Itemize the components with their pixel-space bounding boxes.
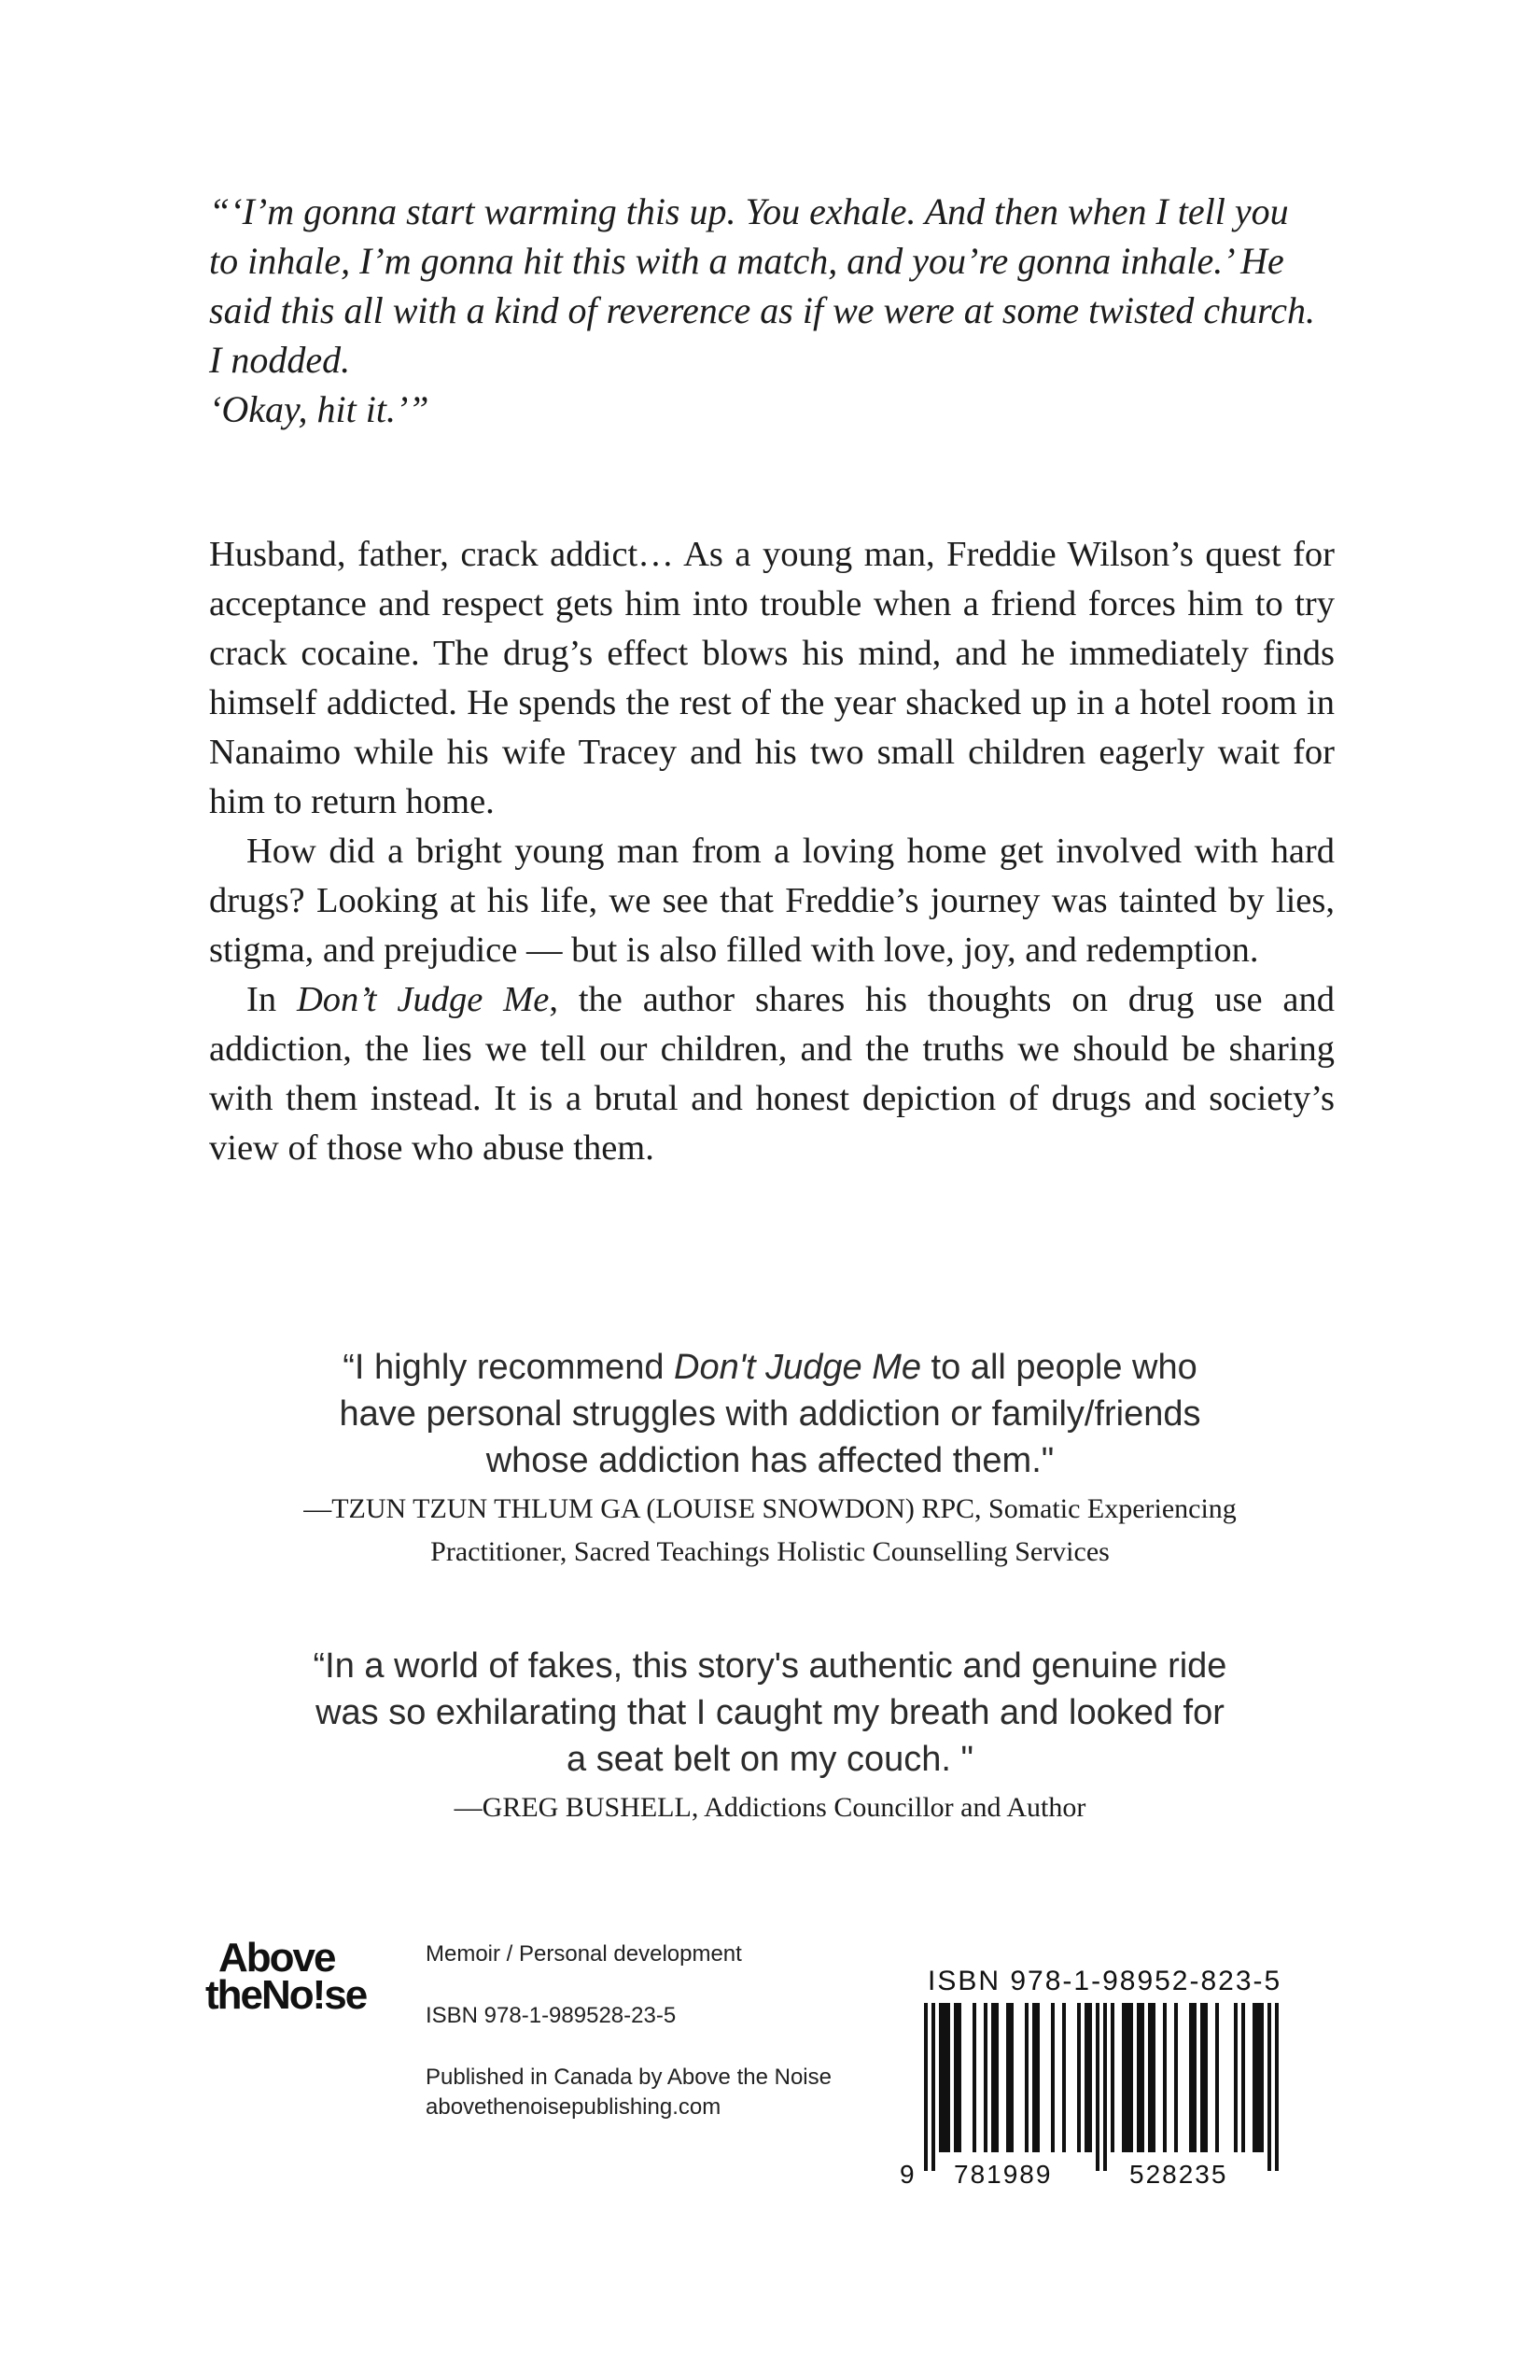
barcode-digits-right: 528235 — [1129, 2160, 1228, 2189]
quote-line: a seat belt on my couch. " — [567, 1740, 973, 1779]
barcode-bar — [1241, 2003, 1245, 2152]
barcode-bar — [946, 2003, 950, 2152]
epigraph-line: to inhale, I’m gonna hit this with a match, and you’re gonna inhale.’ He — [209, 240, 1284, 282]
endorsement-attribution — [187, 1488, 1353, 1574]
quote-line: whose addiction has affected them." — [485, 1441, 1055, 1480]
quote-prefix: “I highly recommend — [343, 1348, 675, 1387]
barcode-bar — [1174, 2003, 1178, 2152]
barcode-bar — [1163, 2003, 1167, 2152]
barcode-bar — [1025, 2003, 1029, 2152]
publisher-info — [426, 1939, 892, 2122]
barcode-bar — [1256, 2003, 1260, 2152]
barcode-digit-first: 9 — [900, 2160, 917, 2189]
barcode-guard-bar — [1096, 2003, 1099, 2171]
barcode-bar — [991, 2003, 995, 2152]
isbn-text: ISBN 978-1-989528-23-5 — [426, 2003, 677, 2028]
endorsement-1 — [187, 1344, 1353, 1574]
barcode-bar — [1129, 2003, 1133, 2152]
barcode-bar — [954, 2003, 958, 2152]
barcode-bar — [1152, 2003, 1155, 2152]
book-title: Don’t Judge Me — [296, 980, 550, 1019]
barcode-guard-bar — [931, 2003, 935, 2171]
p3-rest: , the author shares his thoughts on drug use and addiction, the lies we tell our children, and the truths we should be sharing with them instead. It is a brutal and honest depiction of drugs and society’s view of those who abuse them. — [209, 980, 1336, 1168]
barcode-digits-left: 781989 — [954, 2160, 1053, 2189]
barcode-guard-bar — [1275, 2003, 1279, 2171]
barcode-bar — [1215, 2003, 1219, 2152]
quote-line: “In a world of fakes, this story's authentic and genuine ride — [313, 1646, 1227, 1686]
barcode-bar — [943, 2003, 946, 2152]
book-description — [209, 530, 1335, 1173]
barcode-bar — [1204, 2003, 1208, 2152]
barcode-bar — [995, 2003, 999, 2152]
barcode-bar — [1189, 2003, 1193, 2152]
barcode-isbn-label: ISBN 978-1-98952-823-5 — [928, 1966, 1282, 1996]
barcode-bar — [1088, 2003, 1092, 2152]
endorsement-2 — [187, 1643, 1353, 1829]
attribution-line: Practitioner, Sacred Teachings Holistic Counselling Services — [430, 1536, 1110, 1567]
quote-line: have personal struggles with addiction or family/friends — [339, 1394, 1201, 1434]
barcode-bar — [1193, 2003, 1197, 2152]
barcode-bar — [1148, 2003, 1152, 2152]
isbn-barcode — [896, 1966, 1316, 2190]
barcode-bar — [1126, 2003, 1129, 2152]
endorsement-quote — [187, 1344, 1353, 1484]
barcode-bar — [1253, 2003, 1256, 2152]
barcode-bar — [984, 2003, 987, 2152]
barcode-bar — [973, 2003, 976, 2152]
barcode-bar — [1111, 2003, 1114, 2152]
logo-line-the-noise: theNo!se — [205, 1972, 367, 2018]
quote-book-title: Don't Judge Me — [674, 1348, 921, 1387]
barcode-bar — [1032, 2003, 1036, 2152]
barcode-bar — [958, 2003, 961, 2152]
published-in: Published in Canada by Above the Noise — [426, 2065, 832, 2090]
barcode-guard-bar — [1267, 2003, 1271, 2171]
quote-line: was so exhilarating that I caught my breath and looked for — [315, 1693, 1225, 1732]
barcode-bar — [939, 2003, 943, 2152]
epigraph-line: I nodded. — [209, 339, 351, 381]
barcode-bar — [1010, 2003, 1014, 2152]
epigraph-line: “‘I’m gonna start warming this up. You exhale. And then when I tell you — [209, 190, 1289, 232]
barcode-bar — [1036, 2003, 1040, 2152]
description-paragraph-3 — [209, 975, 1335, 1173]
quote-rest: to all people who — [921, 1348, 1197, 1387]
description-paragraph-1: Husband, father, crack addict… As a young man, Freddie Wilson’s quest for acceptance and respect gets him into trouble when a friend forces him to try crack cocaine. The drug’s effect blows his mind, and he immediately finds himself addicted. He spends the rest of the year shacked up in a hotel room in Nanaimo while his wife Tracey and his two small children eagerly wait for him to return home. — [209, 535, 1335, 821]
barcode-bar — [1062, 2003, 1066, 2152]
publisher-website: abovethenoisepublishing.com — [426, 2094, 721, 2120]
barcode-bar — [1260, 2003, 1264, 2152]
endorsement-attribution: —GREG BUSHELL, Addictions Councillor and Author — [454, 1792, 1086, 1823]
barcode-bar — [1006, 2003, 1010, 2152]
description-paragraph-2: How did a bright young man from a loving home get involved with hard drugs? Looking at his life, we see that Freddie’s journey was tainted by lies, stigma, and prejudice — but is also filled with love, joy, and redemption. — [209, 832, 1335, 970]
attribution-line: —TZUN TZUN THLUM GA (LOUISE SNOWDON) RPC, Somatic Experiencing — [303, 1493, 1237, 1524]
barcode-bar — [1122, 2003, 1126, 2152]
barcode-bar — [1051, 2003, 1055, 2152]
barcode-bar — [1234, 2003, 1238, 2152]
logo-line-above: Above — [218, 1935, 335, 1981]
endorsement-quote — [187, 1643, 1353, 1783]
epigraph-line: said this all with a kind of reverence as if we were at some twisted church. — [209, 289, 1316, 331]
epigraph — [209, 187, 1329, 434]
book-category: Memoir / Personal development — [426, 1941, 742, 1967]
barcode-bar — [1085, 2003, 1088, 2152]
barcode-bar — [1137, 2003, 1141, 2152]
barcode-guard-bar — [1103, 2003, 1107, 2171]
p3-prefix: In — [246, 980, 297, 1019]
publisher-logo — [205, 1935, 401, 2018]
barcode-guard-bar — [924, 2003, 928, 2171]
barcode-bar — [1077, 2003, 1081, 2152]
barcode-bar — [1141, 2003, 1144, 2152]
barcode-bar — [1200, 2003, 1204, 2152]
epigraph-line: ‘Okay, hit it.’” — [209, 388, 429, 430]
